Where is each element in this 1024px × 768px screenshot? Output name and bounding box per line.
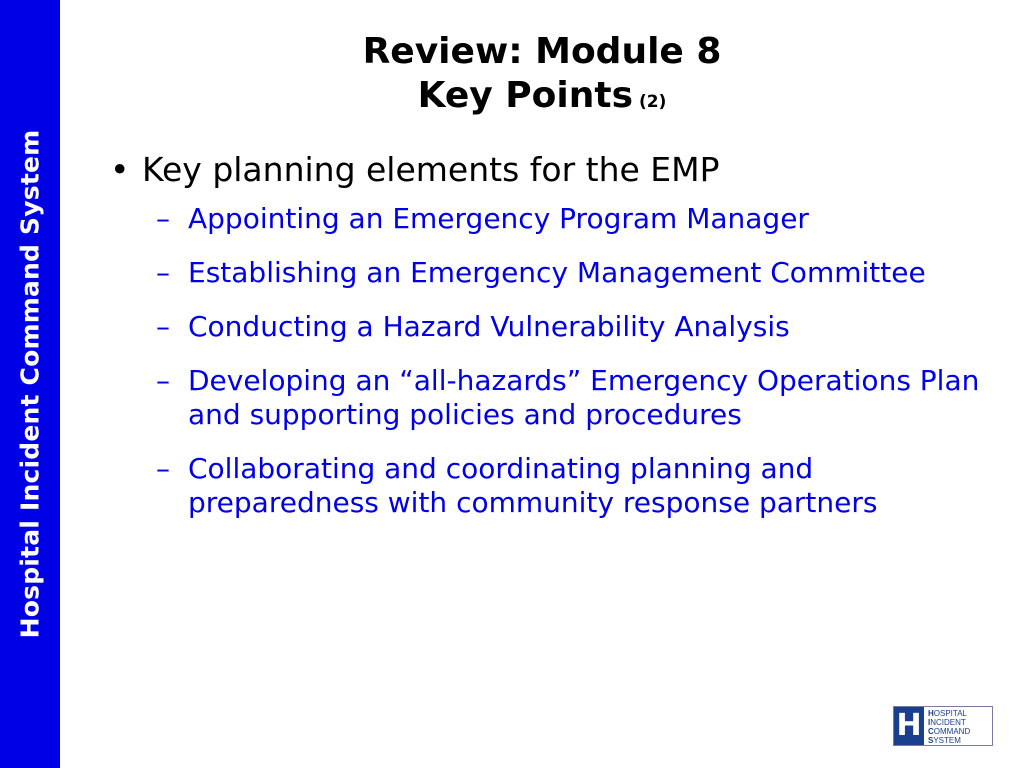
sidebar-band	[0, 0, 60, 768]
sub-bullet-text: Collaborating and coordinating planning and preparedness with community response partners	[188, 452, 878, 519]
slide-content	[110, 148, 990, 540]
sub-bullet	[110, 202, 990, 236]
dash-icon: –	[156, 364, 170, 397]
bullet-icon: •	[110, 150, 130, 189]
logo-letter: H	[894, 707, 924, 745]
title-line-1: Review: Module 8	[362, 31, 722, 72]
sub-bullet-text: Conducting a Hazard Vulnerability Analysis	[188, 310, 790, 343]
logo-word: HOSPITAL	[928, 708, 967, 718]
sub-bullet	[110, 310, 990, 344]
logo-word: INCIDENT	[928, 717, 966, 727]
sub-bullet-text: Establishing an Emergency Management Committee	[188, 256, 926, 289]
sub-bullet-text: Developing an “all-hazards” Emergency Operations Plan and supporting policies and procedures	[188, 364, 980, 431]
logo-wordmark	[924, 707, 992, 745]
sidebar-title: Hospital Incident Command System	[15, 129, 45, 639]
dash-icon: –	[156, 202, 170, 235]
slide-title	[60, 30, 1024, 124]
sub-bullet	[110, 364, 990, 432]
title-line-2-text: Key Points	[417, 75, 634, 116]
sub-bullet	[110, 452, 990, 520]
sub-bullet-list	[110, 202, 990, 520]
sub-bullet	[110, 256, 990, 290]
hics-logo	[893, 706, 993, 746]
dash-icon: –	[156, 310, 170, 343]
logo-word: SYSTEM	[928, 735, 961, 745]
title-page-suffix: (2)	[639, 92, 667, 112]
dash-icon: –	[156, 256, 170, 289]
logo-word: COMMAND	[928, 726, 971, 736]
sub-bullet-text: Appointing an Emergency Program Manager	[188, 202, 809, 235]
main-bullet	[110, 148, 990, 192]
title-line-2	[60, 74, 1024, 124]
main-bullet-text: Key planning elements for the EMP	[142, 150, 720, 189]
dash-icon: –	[156, 452, 170, 485]
